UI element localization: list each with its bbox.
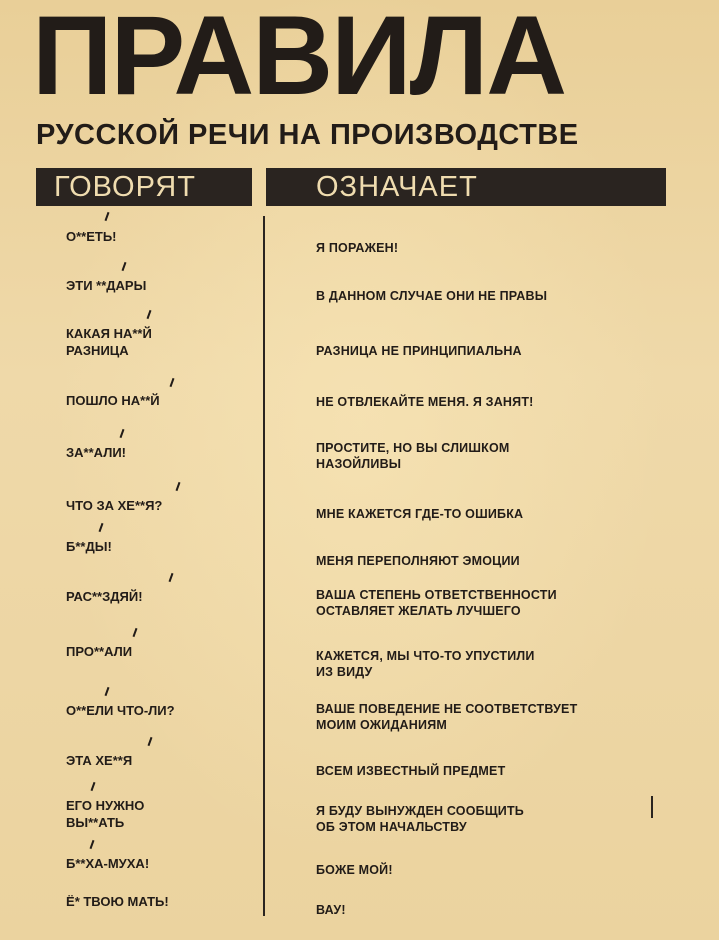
phrase-say: РАС**ЗДЯЙ! [66, 589, 143, 604]
stress-accent-mark [105, 212, 110, 221]
stress-accent-mark [133, 628, 138, 637]
phrase-meaning: Я ПОРАЖЕН! [316, 241, 399, 255]
phrase-say: ЭТИ **ДАРЫ [66, 278, 147, 293]
phrase-say: Б**ДЫ! [66, 539, 112, 554]
stress-accent-mark [170, 378, 175, 387]
phrase-say: Ё* ТВОЮ МАТЬ! [66, 894, 169, 909]
phrase-say: ПРО**АЛИ [66, 644, 133, 659]
phrase-meaning: МЕНЯ ПЕРЕПОЛНЯЮТ ЭМОЦИИ [316, 554, 520, 568]
phrase-say: О**ЕЛИ ЧТО-ЛИ? [66, 703, 175, 718]
column-header-mean: ОЗНАЧАЕТ [266, 168, 666, 206]
phrase-say: ЧТО ЗА ХЕ**Я? [66, 498, 163, 513]
phrase-meaning: РАЗНИЦА НЕ ПРИНЦИПИАЛЬНА [316, 344, 522, 358]
phrase-say: Б**ХА-МУХА! [66, 856, 150, 871]
stress-accent-mark [120, 429, 125, 438]
column-divider [263, 216, 265, 916]
phrase-say: ЭТА ХЕ**Я [66, 753, 133, 768]
stress-accent-mark [176, 482, 181, 491]
phrase-meaning: МНЕ КАЖЕТСЯ ГДЕ-ТО ОШИБКА [316, 507, 524, 521]
phrase-meaning: ВСЕМ ИЗВЕСТНЫЙ ПРЕДМЕТ [316, 764, 506, 778]
phrase-meaning: КАЖЕТСЯ, МЫ ЧТО-ТО УПУСТИЛИ ИЗ ВИДУ [316, 649, 535, 679]
stress-accent-mark [147, 310, 152, 319]
phrase-meaning: ПРОСТИТЕ, НО ВЫ СЛИШКОМ НАЗОЙЛИВЫ [316, 441, 510, 471]
phrase-say: ЕГО НУЖНО ВЫ**АТЬ [66, 798, 145, 830]
stress-accent-mark [122, 262, 127, 271]
stress-accent-mark [148, 737, 153, 746]
phrase-meaning: ВАШЕ ПОВЕДЕНИЕ НЕ СООТВЕТСТВУЕТ МОИМ ОЖИДАНИЯМ [316, 702, 578, 732]
phrase-say: ПОШЛО НА**Й [66, 393, 160, 408]
phrase-meaning: НЕ ОТВЛЕКАЙТЕ МЕНЯ. Я ЗАНЯТ! [316, 395, 534, 409]
phrase-meaning: ВАУ! [316, 903, 346, 917]
phrase-meaning: ВАША СТЕПЕНЬ ОТВЕТСТВЕННОСТИ ОСТАВЛЯЕТ ЖЕЛАТЬ ЛУЧШЕГО [316, 588, 557, 618]
poster-subtitle: РУССКОЙ РЕЧИ НА ПРОИЗВОДСТВЕ [36, 119, 579, 151]
stress-accent-mark [90, 840, 95, 849]
stress-accent-mark [91, 782, 96, 791]
stress-accent-mark [105, 687, 110, 696]
phrase-say: КАКАЯ НА**Й РАЗНИЦА [66, 326, 152, 358]
phrase-say: ЗА**АЛИ! [66, 445, 126, 460]
phrase-meaning: БОЖЕ МОЙ! [316, 863, 393, 877]
column-header-say: ГОВОРЯТ [36, 168, 252, 206]
pen-mark [651, 796, 653, 818]
phrase-meaning: Я БУДУ ВЫНУЖДЕН СООБЩИТЬ ОБ ЭТОМ НАЧАЛЬСТВУ [316, 804, 524, 834]
stress-accent-mark [169, 573, 174, 582]
poster-title: ПРАВИЛА [32, 0, 566, 118]
stress-accent-mark [99, 523, 104, 532]
phrase-say: О**ЕТЬ! [66, 229, 117, 244]
phrase-meaning: В ДАННОМ СЛУЧАЕ ОНИ НЕ ПРАВЫ [316, 289, 548, 303]
